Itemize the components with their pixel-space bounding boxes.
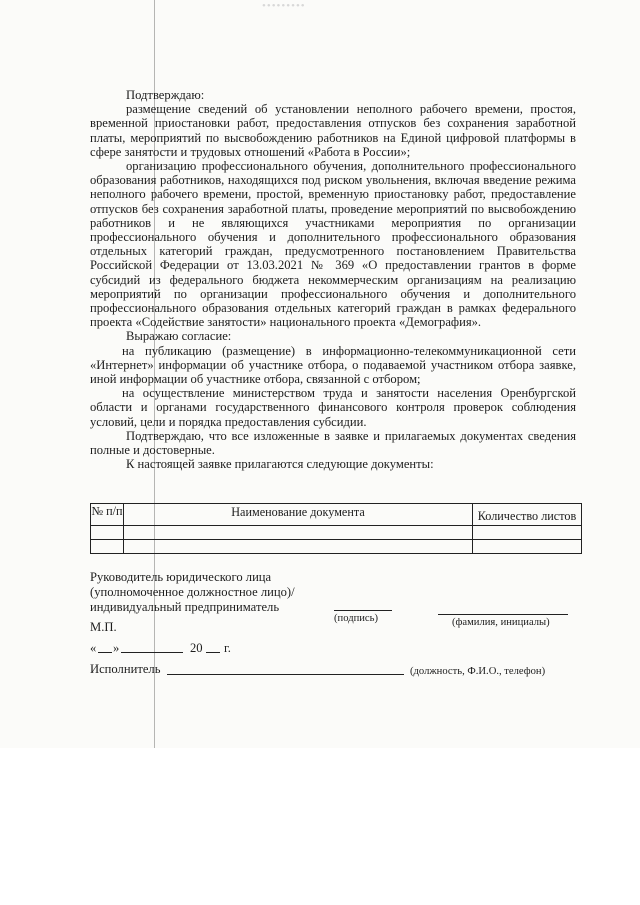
table-cell (124, 540, 473, 554)
name-line (438, 614, 568, 615)
date-open-quote: « (90, 641, 97, 655)
documents-table (90, 503, 582, 554)
executor-caption: (должность, Ф.И.О., телефон) (410, 666, 546, 677)
paragraph-consent-heading: Выражаю согласие: (126, 329, 232, 344)
stamp-place-label: М.П. (90, 620, 117, 634)
signatory-title-line1: Руководитель юридического лица (90, 570, 272, 584)
date-month-line (121, 652, 183, 653)
table-cell (91, 540, 124, 554)
date-close-quote: » (113, 641, 120, 655)
table-header-row (91, 504, 582, 526)
table-header-sheet-count: Количество листов (473, 504, 582, 526)
paragraph-consent-publication: на публикацию (размещение) в информационно-телекоммуникационной сети «Интернет» информации об участнике отбора, о подаваемой участником отбора заявке, иной информации об участнике отбора, связанной с отбором; (90, 343, 576, 387)
executor-line (167, 674, 404, 675)
signatory-title-line3: индивидуальный предприниматель (90, 600, 280, 614)
table-row (91, 526, 582, 540)
date-year-line (206, 652, 220, 653)
paragraph-confirm-training: организацию профессионального обучения, дополнительного профессионального образования работников, находящихся под риском увольнения, включая введение режима неполного рабочего времени, простой, временную приостановку работ, предоставление отпусков без сохранения заработной платы, проведение мероприятий по высвобождению работников и не являющихся участниками мероприятия по организации профессионального обучения и дополнительного профессионального образования отдельных категорий граждан, предусмотренного постановлением Правительства Российской Федерации от 13.03.2021 № 369 «О предоставлении грантов в форме субсидий из федерального бюджета некоммерческим организациям на реализацию мероприятий по организации профессионального обучения и дополнительного профессионального образования отдельных категорий граждан в рамках федерального проекта «Содействие занятости» национального проекта «Демография». (90, 159, 576, 330)
paragraph-attached-documents: К настоящей заявке прилагаются следующие документы: (126, 457, 434, 472)
document-body (90, 88, 576, 471)
table-header-document-name: Наименование документа (124, 504, 473, 526)
signature-line (334, 610, 392, 611)
table-cell (91, 526, 124, 540)
table-row (91, 540, 582, 554)
paragraph-confirm-accuracy: Подтверждаю, что все изложенные в заявке и прилагаемых документах сведения полные и достоверные. (90, 428, 576, 458)
table-cell (473, 526, 582, 540)
paragraph-confirm-placement: размещение сведений об установлении неполного рабочего времени, простоя, временной приостановки работ, предоставления отпусков без сохранения заработной платы, мероприятий по высвобождению работников на Единой цифровой платформы в сфере занятости и трудовых отношений «Работа в России»; (90, 102, 576, 159)
name-caption: (фамилия, инициалы) (452, 617, 550, 628)
paragraph-confirm-heading: Подтверждаю: (126, 88, 205, 102)
paragraph-consent-inspection: на осуществление министерством труда и занятости населения Оренбургской области и органами государственного финансового контроля проверок соблюдения условий, цели и порядка предоставления субсидии. (90, 386, 576, 429)
signature-caption: (подпись) (334, 613, 378, 624)
table-header-number: № п/п (91, 504, 124, 526)
date-year-suffix: г. (224, 641, 231, 655)
signatory-title-line2: (уполномоченное должностное лицо)/ (90, 585, 295, 599)
table-cell (124, 526, 473, 540)
date-year-label: 20 (190, 641, 203, 655)
executor-label: Исполнитель (90, 662, 161, 676)
top-faded-mark: ••••••••• (262, 0, 306, 12)
date-day-line (98, 652, 112, 653)
table-cell (473, 540, 582, 554)
